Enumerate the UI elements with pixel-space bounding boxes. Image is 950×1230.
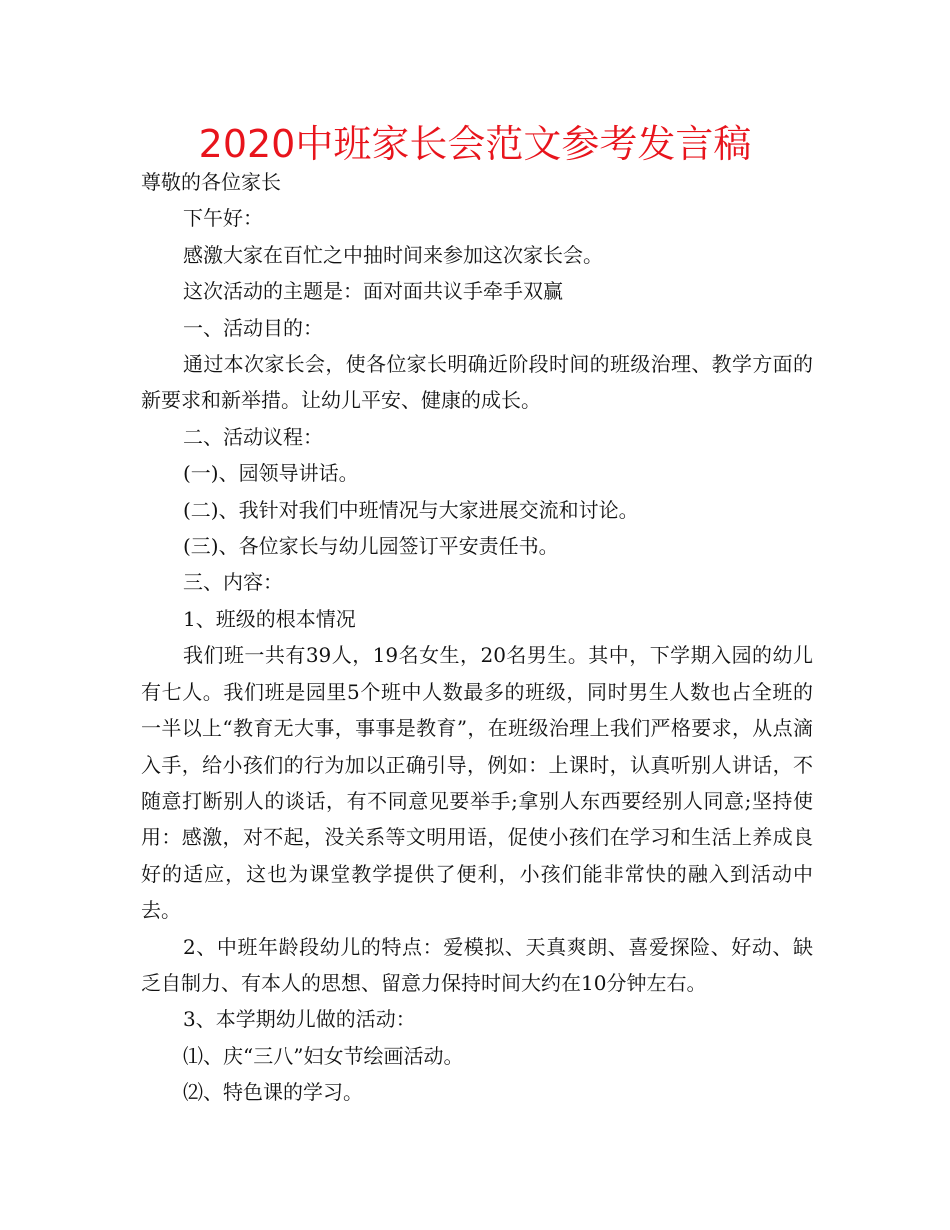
body-paragraph: 感激大家在百忙之中抽时间来参加这次家长会。 [183,242,603,267]
body-paragraph: (三)、各位家长与幼儿园签订平安责任书。 [183,534,559,559]
body-paragraph: 通过本次家长会，使各位家长明确近阶段时间的班级治理、教学方面的新要求和新举措。让幼儿平安、健康的成长。 [141,352,813,413]
body-paragraph: 三、内容： [183,570,283,595]
body-paragraph: 2、中班年龄段幼儿的特点：爱模拟、天真爽朗、喜爱探险、好动、缺乏自制力、有本人的思想、留意力保持时间大约在10分钟左右。 [141,934,813,995]
body-paragraph: 3、本学期幼儿做的活动： [183,1007,416,1032]
body-paragraph: (二)、我针对我们中班情况与大家进展交流和讨论。 [183,497,639,522]
body-paragraph: 1、班级的根本情况 [183,606,356,631]
body-paragraph: 这次活动的主题是：面对面共议手牵手双赢 [183,279,563,304]
body-paragraph: (一)、园领导讲话。 [183,461,359,486]
body-paragraph: ⑵、特色课的学习。 [183,1080,363,1105]
body-paragraph: 尊敬的各位家长 [141,170,281,194]
document-body [141,164,813,1111]
body-paragraph: 下午好： [183,206,263,231]
body-paragraph: 我们班一共有39人，19名女生，20名男生。其中，下学期入园的幼儿有七人。我们班是园里5个班中人数最多的班级，同时男生人数也占全班的一半以上“教育无大事，事事是教育”，在班级治理上我们严格要求，从点滴入手，给小孩们的行为加以正确引导，例如：上课时，认真听别人讲话，不随意打断别人的谈话，有不同意见要举手;拿别人东西要经别人同意;坚持使用：感激，对不起，没关系等文明用语，促使小孩们在学习和生活上养成良好的适应，这也为课堂教学提供了便利，小孩们能非常快的融入到活动中去。 [141,643,813,923]
body-paragraph: ⑴、庆“三八”妇女节绘画活动。 [183,1043,464,1068]
body-paragraph: 一、活动目的： [183,315,323,340]
body-paragraph: 二、活动议程： [183,424,323,449]
document-title: 2020中班家长会范文参考发言稿 [198,122,752,166]
